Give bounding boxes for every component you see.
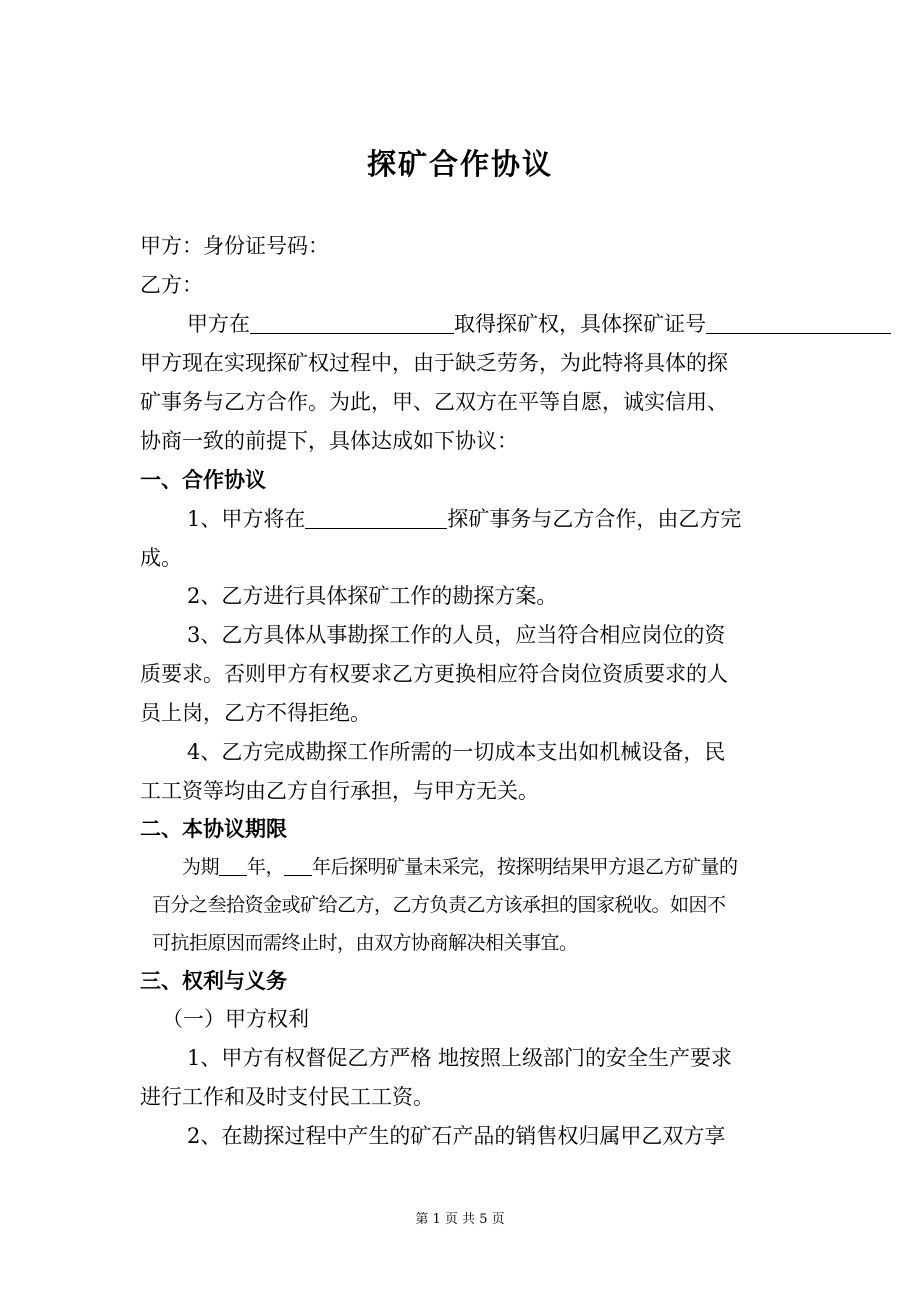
intro-text-1b: 取得探矿权，具体探矿证号 — [454, 312, 706, 336]
intro-text-1a: 甲方在 — [187, 312, 250, 336]
clause-3-line-1: 3、乙方具体从事勘探工作的人员，应当符合相应岗位的资 — [187, 623, 726, 647]
section-2-heading: 二、本协议期限 — [140, 817, 287, 841]
page-footer: 第 1 页 共 5 页 — [415, 1212, 505, 1227]
party-b-line: 乙方： — [140, 273, 203, 297]
clause-4-line-2: 工工资等均由乙方自行承担，与甲方无关。 — [140, 779, 539, 803]
intro-line-1 — [187, 310, 891, 338]
right-2-line-1: 2、在勘探过程中产生的矿石产品的销售权归属甲乙双方享 — [187, 1124, 726, 1148]
document-title: 探矿合作协议 — [366, 147, 553, 181]
clause-3-line-3: 员上岗，乙方不得拒绝。 — [140, 701, 371, 725]
license-number-blank — [706, 313, 891, 334]
intro-line-3: 矿事务与乙方合作。为此，甲、乙双方在平等自愿，诚实信用、 — [140, 390, 728, 414]
term-text-a3: 年后探明矿量未采完，按探明结果甲方退乙方矿量的 — [312, 856, 738, 878]
clause-1-text-b: 探矿事务与乙方合作，由乙方完 — [447, 507, 742, 531]
clause-1-line-2: 成。 — [140, 546, 182, 570]
term-after-years-blank — [284, 855, 312, 876]
intro-line-4: 协商一致的前提下，具体达成如下协议： — [140, 429, 518, 453]
term-text-a1: 为期 — [182, 856, 220, 878]
clause-1-text-a: 1、甲方将在 — [187, 507, 306, 531]
location-blank — [250, 313, 454, 334]
term-text-a2: 年， — [247, 856, 285, 878]
clause-2: 2、乙方进行具体探矿工作的勘探方案。 — [187, 584, 558, 608]
right-1-line-2: 进行工作和及时支付民工工资。 — [140, 1085, 434, 1109]
clause-4-line-1: 4、乙方完成勘探工作所需的一切成本支出如机械设备，民 — [187, 740, 726, 764]
subsection-party-a-rights: （一）甲方权利 — [162, 1007, 309, 1031]
party-a-line: 甲方：身份证号码： — [140, 234, 329, 258]
clause-3-line-2: 质要求。否则甲方有权要求乙方更换相应符合岗位资质要求的人 — [140, 662, 728, 686]
clause-1-line-1 — [187, 505, 741, 533]
clause-1-blank — [305, 508, 447, 529]
right-1-line-1: 1、甲方有权督促乙方严格 地按照上级部门的安全生产要求 — [187, 1046, 733, 1070]
term-line-3: 可抗拒原因而需终止时，由双方协商解决相关事宜。 — [152, 932, 578, 954]
section-1-heading: 一、合作协议 — [140, 468, 266, 492]
term-line-2: 百分之叁拾资金或矿给乙方，乙方负责乙方该承担的国家税收。如因不 — [152, 894, 726, 916]
intro-line-2: 甲方现在实现探矿权过程中，由于缺乏劳务，为此特将具体的探 — [140, 351, 728, 375]
section-3-heading: 三、权利与义务 — [140, 969, 287, 993]
term-line-1 — [182, 853, 738, 881]
term-years-blank — [219, 855, 247, 876]
